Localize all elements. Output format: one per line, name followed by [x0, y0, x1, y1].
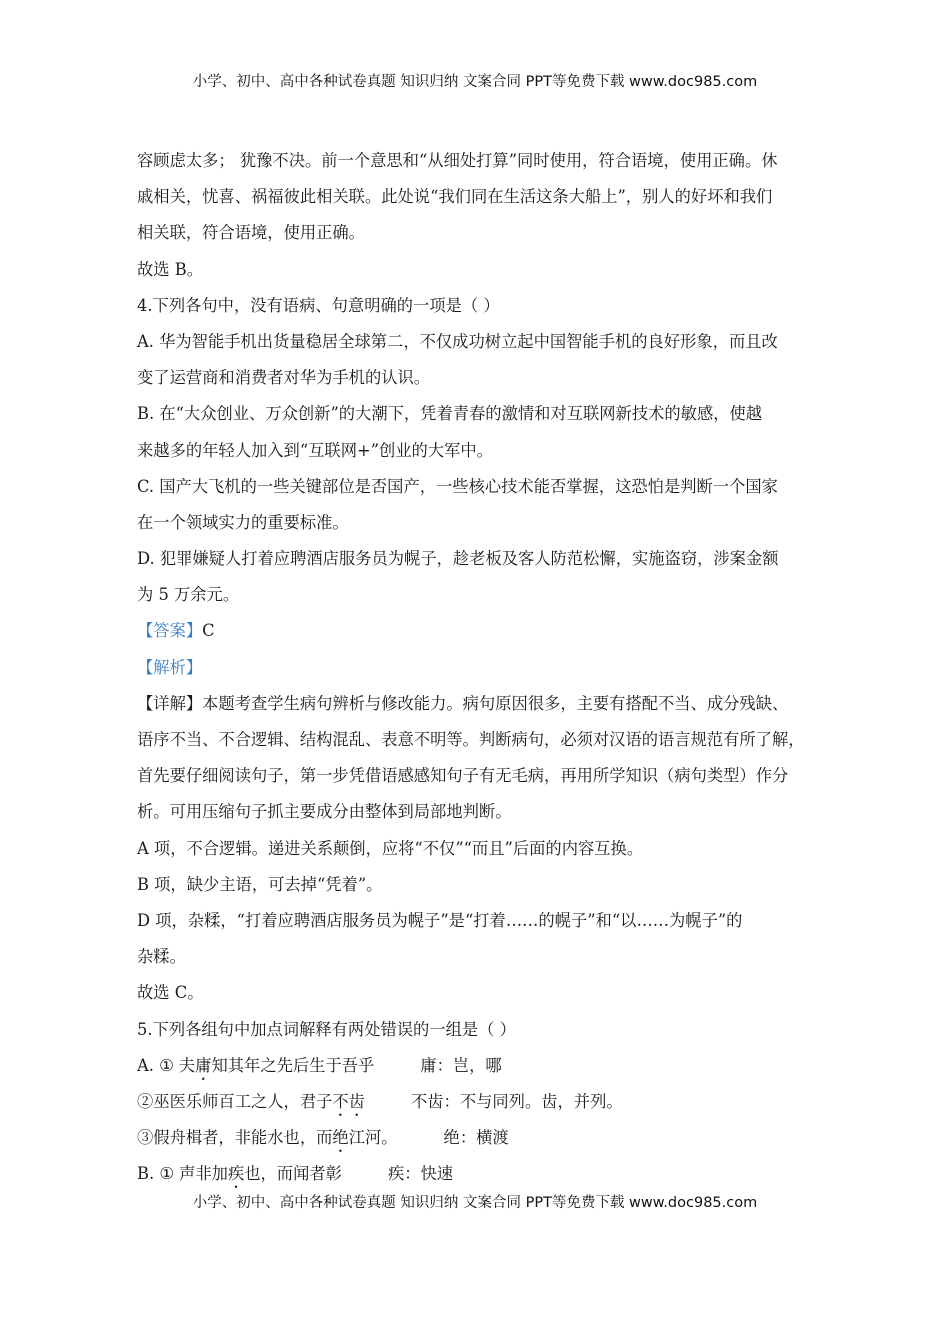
question-5: [137, 1012, 827, 1193]
detail-line: 析。可用压缩句子抓主要成分由整体到局部地判断。: [137, 802, 512, 822]
q5-item: [137, 1120, 827, 1156]
answer-tag: 【答案】: [137, 621, 203, 641]
item-text: A. ① 夫: [137, 1055, 196, 1075]
item-gloss: 绝：横渡: [443, 1128, 509, 1148]
document-body: [137, 143, 827, 1192]
question-stem: 4.下列各句中，没有语病、句意明确的一项是（ ）: [137, 295, 500, 315]
dotted-word: 不齿: [332, 1091, 365, 1111]
item-gloss: 庸：岂，哪: [420, 1055, 502, 1075]
answer-value: C: [202, 621, 215, 641]
text-line: 容顾虑太多； 犹豫不决。前一个意思和“从细处打算”同时使用，符合语境，使用正确。休: [137, 151, 778, 170]
option-a-cont: 变了运营商和消费者对华为手机的认识。: [137, 368, 431, 388]
option-b-cont: 来越多的年轻人加入到“互联网+”创业的大军中。: [137, 440, 493, 460]
detail-line: 首先要仔细阅读句子，第一步凭借语感感知句子有无毛病，再用所学知识（病句类型）作分: [137, 766, 789, 786]
item-text: 江河。: [348, 1128, 398, 1148]
q5-item: [137, 1084, 827, 1120]
detail-line: A 项，不合逻辑。递进关系颠倒，应将“不仅”“而且”后面的内容互换。: [137, 838, 644, 858]
text-line: 故选 B。: [137, 259, 203, 279]
option-b: B. 在“大众创业、万众创新”的大潮下，凭着青春的激情和对互联网新技术的敏感，使越: [137, 404, 763, 424]
dotted-word: 疾: [227, 1164, 245, 1184]
text-line: 戚相关，忧喜、祸福彼此相关联。此处说“我们同在生活这条大船上”，别人的好坏和我们: [137, 187, 773, 207]
answer-line: [137, 613, 827, 649]
dotted-word: 庸: [195, 1055, 212, 1075]
detail-line: D 项，杂糅，“打着应聘酒店服务员为幌子”是“打着……的幌子”和“以……为幌子”的: [137, 910, 743, 930]
question-stem: 5.下列各组句中加点词解释有两处错误的一组是（ ）: [137, 1019, 516, 1039]
page-header: 小学、初中、高中各种试卷真题 知识归纳 文案合同 PPT等免费下载 www.doc985.com: [192, 74, 758, 90]
item-text: ②巫医乐师百工之人，君子: [137, 1091, 333, 1111]
option-c-cont: 在一个领域实力的重要标准。: [137, 512, 349, 532]
q5-item: [137, 1048, 827, 1084]
question-4: [137, 288, 827, 1012]
text-line: 相关联，符合语境，使用正确。: [137, 223, 365, 243]
detail-line: 杂糅。: [137, 947, 186, 967]
option-d: D. 犯罪嫌疑人打着应聘酒店服务员为幌子，趁老板及客人防范松懈，实施盗窃，涉案金额: [137, 549, 779, 569]
item-text: 知其年之先后生于吾乎: [211, 1055, 375, 1075]
analysis-tag: 【解析】: [137, 657, 203, 677]
detail-line: 【详解】本题考查学生病句辨析与修改能力。病句原因很多，主要有搭配不当、成分残缺、: [137, 693, 789, 713]
previous-explanation: [137, 143, 827, 288]
item-text: 也，而闻者彰: [244, 1164, 342, 1184]
option-a: A. 华为智能手机出货量稳居全球第二，不仅成功树立起中国智能手机的良好形象，而且改: [137, 331, 778, 351]
detail-line: 语序不当、不合逻辑、结构混乱、表意不明等。判断病句，必须对汉语的语言规范有所了解，: [137, 730, 805, 749]
page-footer: 小学、初中、高中各种试卷真题 知识归纳 文案合同 PPT等免费下载 www.doc985.com: [192, 1195, 758, 1211]
item-text: ③假舟楫者，非能水也，而: [137, 1128, 333, 1148]
detail-line: B 项，缺少主语，可去掉“凭着”。: [137, 874, 383, 894]
q5-item: [137, 1156, 827, 1192]
detail-line: 故选 C。: [137, 983, 204, 1003]
option-c: C. 国产大飞机的一些关键部位是否国产，一些核心技术能否掌握，这恐怕是判断一个国家: [137, 476, 778, 496]
analysis-line: [137, 650, 827, 686]
item-gloss: 疾：快速: [387, 1164, 454, 1184]
dotted-word: 绝: [332, 1128, 349, 1148]
item-gloss: 不齿：不与同列。齿，并列。: [410, 1091, 623, 1111]
option-d-cont: 为 5 万余元。: [137, 585, 240, 605]
item-text: B. ① 声非加: [137, 1164, 228, 1184]
